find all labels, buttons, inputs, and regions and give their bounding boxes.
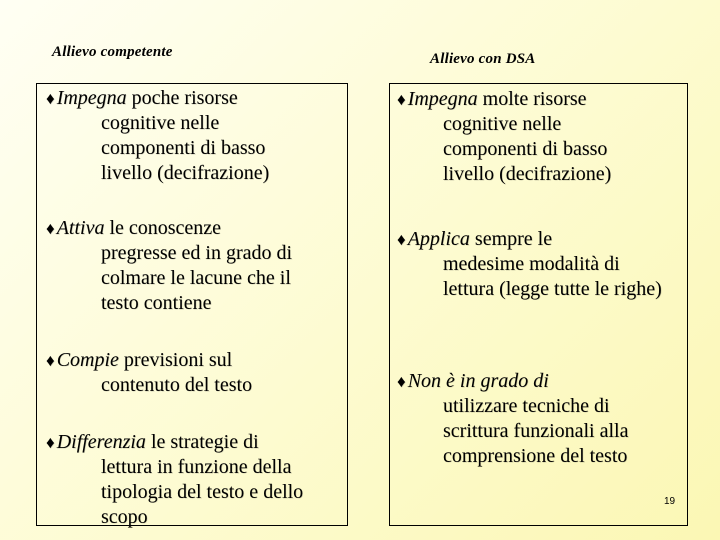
diamond-bullet-icon: ♦ (46, 433, 55, 452)
item-keyword: Impegna (407, 88, 478, 110)
item-keyword: Applica (407, 228, 470, 250)
item-continuation: pregresse ed in grado di colmare le lacune che il testo contiene (101, 242, 293, 314)
item-first-line: molte risorse (477, 88, 587, 110)
item-keyword: Compie (56, 349, 119, 371)
diamond-bullet-icon: ♦ (46, 351, 55, 370)
left-item-1 (46, 86, 336, 186)
diamond-bullet-icon: ♦ (46, 89, 55, 108)
diamond-bullet-icon: ♦ (397, 90, 406, 109)
item-first-line: previsioni sul (118, 349, 233, 371)
item-continuation: utilizzare tecniche di scrittura funzionali alla comprensione del testo (443, 395, 629, 467)
item-keyword: Impegna (56, 87, 127, 109)
item-continuation: lettura in funzione della tipologia del testo e dello scopo (101, 456, 304, 528)
item-first-line: sempre le (469, 228, 553, 250)
item-first-line: le conoscenze (104, 217, 222, 239)
right-item-3 (397, 369, 687, 469)
right-item-2 (397, 227, 687, 302)
left-column-title: Allievo competente (52, 44, 173, 60)
left-item-2 (46, 216, 336, 316)
item-continuation: medesime modalità di lettura (legge tutte le righe) (443, 253, 662, 300)
item-continuation: cognitive nelle componenti di basso livello (decifrazione) (101, 112, 270, 184)
item-continuation: cognitive nelle componenti di basso livello (decifrazione) (443, 113, 612, 185)
page-number: 19 (664, 496, 676, 507)
right-item-1 (397, 87, 687, 187)
item-keyword: Non è in grado di (407, 370, 549, 392)
diamond-bullet-icon: ♦ (397, 230, 406, 249)
left-item-3 (46, 348, 336, 398)
left-item-4 (46, 430, 336, 530)
item-keyword: Differenzia (56, 431, 146, 453)
item-keyword: Attiva (56, 217, 105, 239)
item-continuation: contenuto del testo (101, 374, 253, 396)
item-first-line: poche risorse (126, 87, 238, 109)
diamond-bullet-icon: ♦ (397, 372, 406, 391)
diamond-bullet-icon: ♦ (46, 219, 55, 238)
right-column-title: Allievo con DSA (430, 51, 536, 67)
item-first-line: le strategie di (145, 431, 259, 453)
